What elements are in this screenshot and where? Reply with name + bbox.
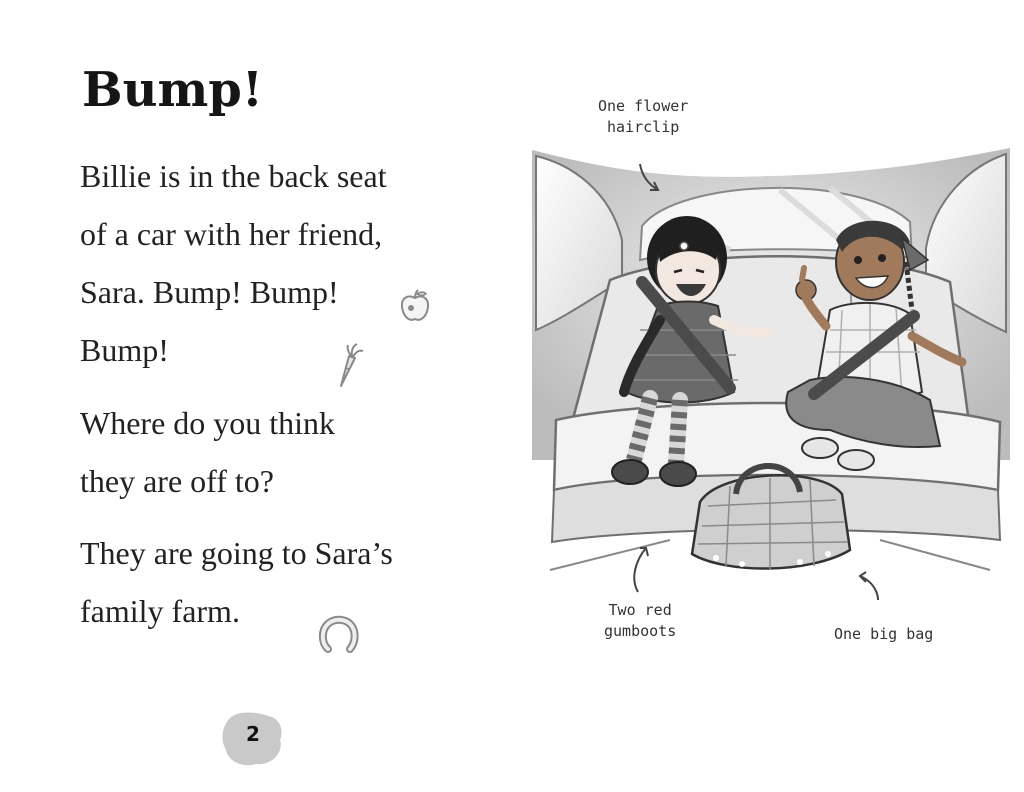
label-line: One big bag — [834, 625, 934, 643]
carrot-doodle-icon — [333, 342, 365, 388]
apple-doodle-icon — [398, 289, 432, 325]
hairclip-label — [598, 96, 688, 138]
text-line: family farm. — [80, 593, 240, 629]
page-number-badge — [220, 708, 286, 768]
gumboots-label — [604, 600, 676, 642]
label-line: gumboots — [604, 622, 677, 640]
label-line: Two red — [608, 601, 672, 619]
paragraph-3 — [80, 524, 480, 640]
paragraph-1 — [80, 147, 480, 379]
horseshoe-doodle-icon — [318, 615, 360, 655]
page-number: 2 — [246, 722, 260, 746]
label-line: hairclip — [607, 118, 680, 136]
text-line: Billie is in the back seat — [80, 158, 387, 194]
paragraph-2 — [80, 394, 480, 510]
text-line: Bump! — [80, 332, 169, 368]
text-line: they are off to? — [80, 463, 274, 499]
label-line: One flower — [598, 97, 689, 115]
text-line: of a car with her friend, — [80, 216, 383, 252]
text-line: Where do you think — [80, 405, 336, 441]
page-title: Bump! — [82, 62, 263, 118]
text-line: They are going to Sara’s — [80, 535, 393, 571]
bag-label — [834, 624, 933, 645]
car-back-seat-illustration — [530, 130, 1012, 600]
text-line: Sara. Bump! Bump! — [80, 274, 339, 310]
